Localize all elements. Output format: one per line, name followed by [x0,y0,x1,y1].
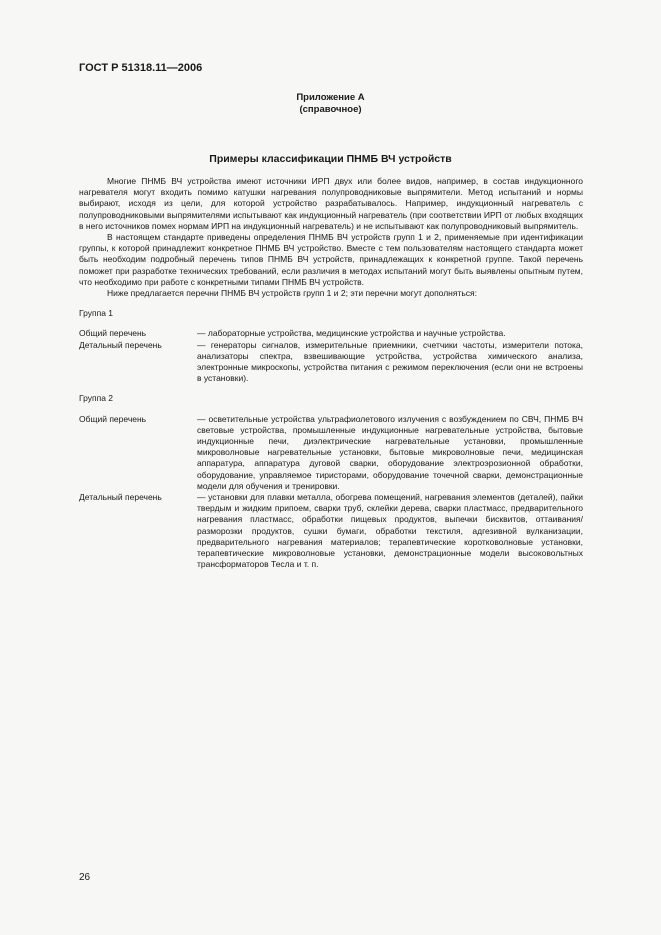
group-heading: Группа 2 [79,393,114,404]
page-number: 26 [79,872,91,883]
section-title: Примеры классификации ПНМБ ВЧ устройств [209,153,452,165]
annex-heading [0,92,661,116]
paragraph: Многие ПНМБ ВЧ устройства имеют источники ИРП двух или более видов, например, в состав индукционного нагревателя могут входить помимо катушки нагревания полупроводниковые выпрямители. Метод испытаний и нормы выбирают, исходя из цели, для которой устройство разрабатывалось. Например, индукционный нагреватель с полупроводниковыми выпрямителями испытывают как индукционный нагреватель (при соответствии ИРП от любых входящих в него источников помех нормам ИРП на индукционный нагреватель) и не испытывают как полупроводниковый выпрямитель. [79,176,583,231]
annex-subtitle: (справочное) [299,104,362,115]
row-label: Общий перечень [79,413,147,424]
document-body [79,176,583,571]
paragraph: В настоящем стандарте приведены определения ПНМБ ВЧ устройств групп 1 и 2, применяемые при идентификации группы, к которой принадлежит конкретное ПНМБ ВЧ устройство. Вместе с тем пользователям настоящего стандарта может быть необходим подробный перечень типов ПНМБ ВЧ устройств, принадлежащих к конкретной группе. Такой перечень поможет при разработке технических требований, если различия в методах испытаний могут быть выявлены опытным путем, что необходимо при работе с конкретными типами ПНМБ ВЧ устройств. [79,232,583,287]
row-text: — лабораторные устройства, медицинские устройства и научные устройства. [197,328,506,339]
list-row [79,340,583,385]
list-row [79,414,583,492]
row-label: Детальный перечень [79,339,162,350]
row-label: Детальный перечень [79,492,162,503]
paragraph: Ниже предлагается перечни ПНМБ ВЧ устройств групп 1 и 2; эти перечни могут дополняться: [107,288,477,299]
row-text: — генераторы сигналов, измерительные приемники, счетчики частоты, измерители потока, анализаторы спектра, взвешивающие устройства, устройства химического анализа, электронные микроскопы, устройства питания с режимом переключения (если они не встроены в установки). [197,339,583,384]
group-heading: Группа 1 [79,308,114,319]
document-code: ГОСТ Р 51318.11—2006 [79,62,203,74]
list-row [79,328,583,339]
annex-title: Приложение А [296,92,365,103]
row-text: — осветительные устройства ультрафиолетового излучения с возбуждением по СВЧ, ПНМБ ВЧ световые устройства, промышленные индукционные нагревательные устройства, бытовые индукционные печи, диэлектрические нагревательные установки, промышленные микроволновые нагревательные установки, бытовые микроволновые печи, медицинская аппаратура, аппаратура дуговой сварки, оборудование электроэрозионной обработки, оборудование, управляемое тиристорами, оборудование точечной сварки, демонстрационные модели для обучения и тренировки. [197,413,583,491]
row-label: Общий перечень [79,328,147,339]
row-text: — установки для плавки металла, обогрева помещений, нагревания элементов (деталей), пайки твердым и жидким припоем, сварки труб, склейки дерева, сварки пластмасс, предварительного нагревания пластмасс, обработки пищевых продуктов, выпечки бисквитов, оттаивания/разморозки продуктов, сушки бумаги, обработки текстиля, адгезивной вулканизации, предварительного нагревания материалов; терапевтические коротковолновые установки, терапевтические микроволновые установки, демонстрационные модели высоковольтных трансформаторов Тесла и т. п. [197,492,583,570]
list-row [79,492,583,570]
